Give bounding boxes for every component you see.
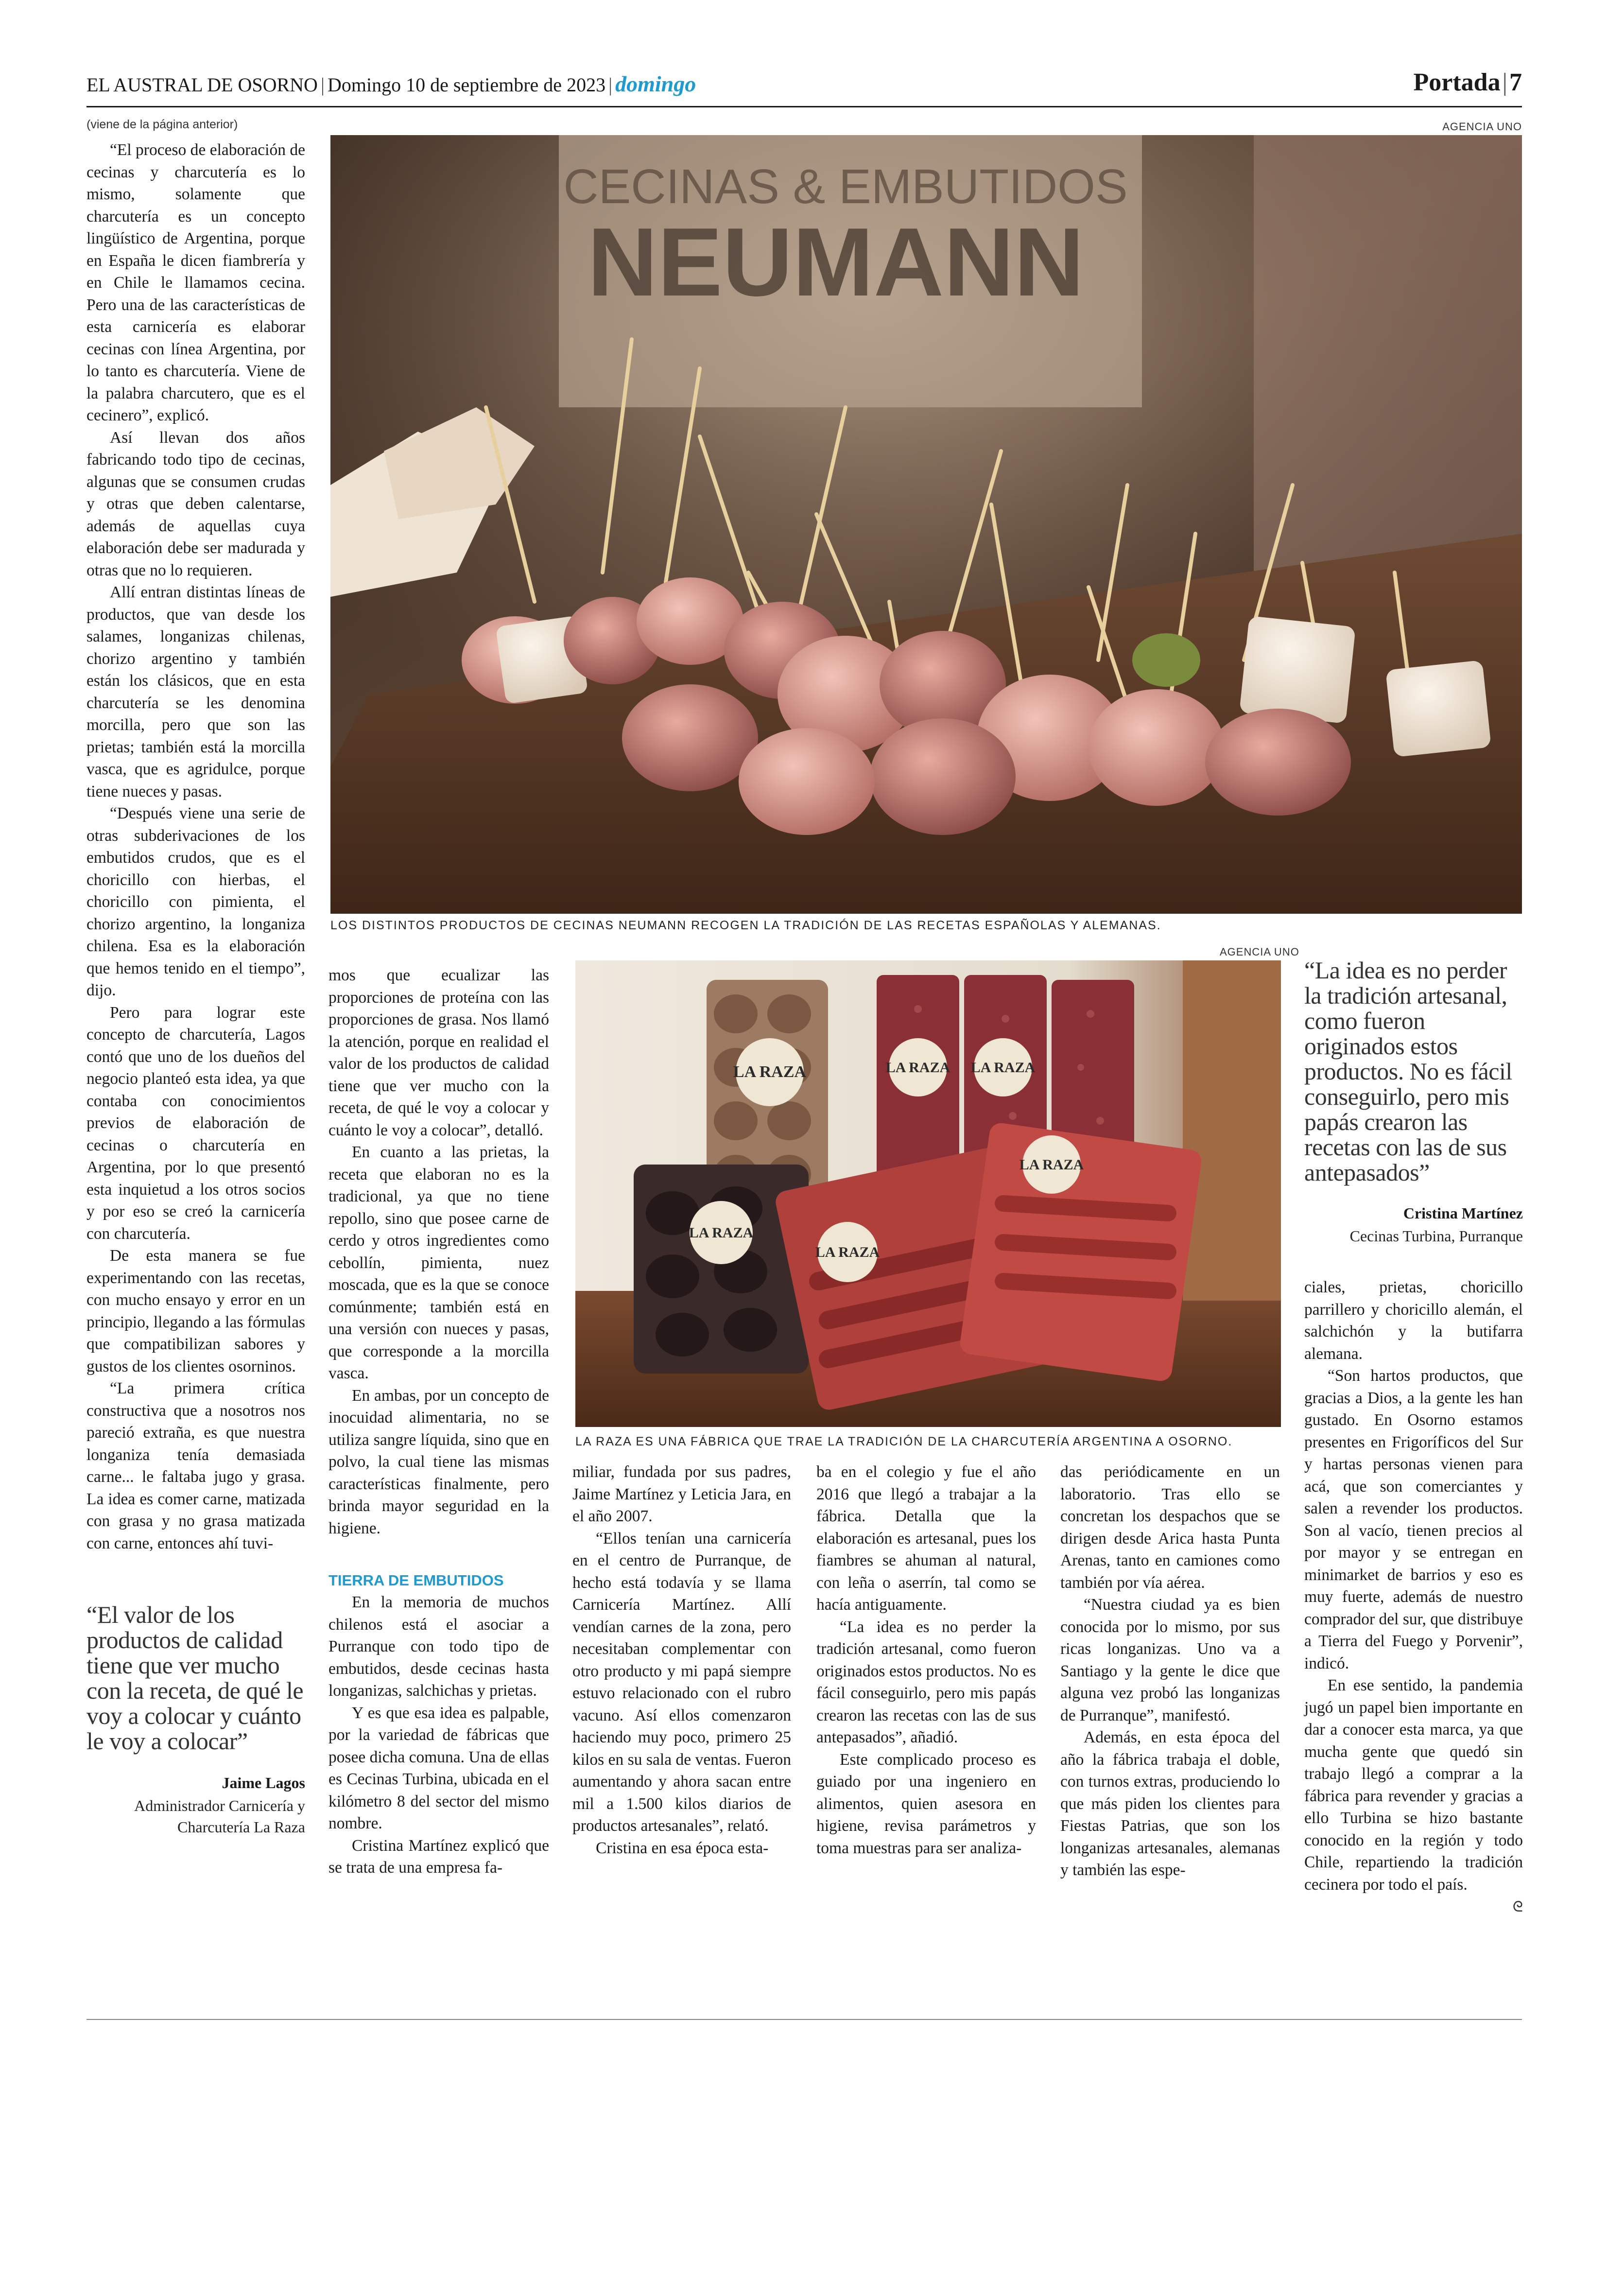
paragraph: ciales, prietas, choricillo parrillero y choricillo alemán, el salchichón y la butifarra alemana. [1304,1278,1523,1363]
package-label-2: LA RAZA [885,1060,950,1076]
paragraph: Allí entran distintas líneas de productos, que van desde los salames, longanizas chilenas, chorizo argentino y también están los clásicos, que en esta charcutería se les denomina morcilla, pero que son las prietas; también está la morcilla vasca, que es agridulce, porque tiene nueces y pasas. [86,583,305,800]
photo-charcuterie-platter [330,135,1522,914]
paragraph: Cristina en esa época esta- [596,1839,769,1857]
pull-quote-author: Cristina Martínez [1403,1204,1523,1222]
paragraph: En ambas, por un concepto de inocuidad alimentaria, no se utiliza sangre líquida, sino que en polvo, la cual tiene las mismas características finalmente, pero brinda mayor seguridad en la higiene. [328,1386,549,1537]
paragraph: “El proceso de elaboración de cecinas y charcutería es lo mismo, solamente que charcutería es un concepto lingüístico de Argentina, porque en España le dicen fiambrería y en Chile le llamamos cecina. Pero una de las características de esta carnicería es elaborar cecinas con línea Argentina, por lo tanto es charcutería. Viene de la palabra charcutero, que es el cecinero”, explicó. [86,141,305,424]
paragraph: Pero para lograr este concepto de charcutería, Lagos contó que uno de los dueños del negocio planteó esta idea, ya que contaba con conocimientos previos de elaboración de cecinas o charcutería en Argentina, por lo que presentó esta inquietud a los otros socios y por eso se creó la carnicería con charcutería. [86,1003,305,1243]
end-of-article-icon: ᘓ [1512,1898,1523,1915]
pull-quote-jaime-lagos [86,1602,305,1838]
package-label-1: LA RAZA [733,1063,807,1081]
paragraph: “Son hartos productos, que gracias a Dios, a la gente les han gustado. En Osorno estamos presentes en Frigoríficos del Sur y hartas personas vienen para acá, que son comerciantes y salen a revender los productos. Son al vacío, tienen precios al por mayor y se entregan en minimarket de barrios y eso es muy fuerte, además de nuestro comprador del sur, que distribuye a Tierra del Fuego y Porvenir”, indicó. [1304,1367,1523,1672]
pull-quote-cristina-martinez [1304,957,1523,1247]
paragraph: das periódicamente en un laboratorio. Tras ello se concretan los despachos que se dirigen desde Arica hasta Punta Arenas, tanto en camiones como también por vía aérea. [1060,1463,1280,1592]
paragraph: De esta manera se fue experimentando con las recetas, con mucho ensayo y error en un principio, llegando a las fórmulas que compatibilizan sabores y gustos de los clientes osorninos. [86,1247,305,1375]
paragraph: mos que ecualizar las proporciones de proteína con las proporciones de grasa. Nos llamó la atención, porque en realidad el valor de los productos de calidad tiene que ver mucho con la receta, de qué le voy a colocar y cuánto le voy a colocar”, detalló. [328,966,549,1139]
paragraph: Este complicado proceso es guiado por una ingeniero en alimentos, quien asesora en higiene, revisa parámetros y toma muestras para ser analiza- [816,1750,1036,1857]
sign-line2: NEUMANN [587,208,1085,316]
paragraph: Cristina Martínez explicó que se trata de una empresa fa- [328,1836,549,1877]
page-header-right: Portada|7 [1413,69,1522,96]
paragraph: miliar, fundada por sus padres, Jaime Martínez y Leticia Jara, en el año 2007. [572,1463,791,1525]
header-section: domingo [615,71,696,96]
article-column-6 [1304,1276,1523,1918]
photo2-credit: AGENCIA UNO [1220,946,1299,958]
package-label-4: LA RAZA [689,1225,754,1241]
continued-note: (viene de la página anterior) [86,118,238,131]
footer-rule [86,2019,1522,2020]
photo2-caption: LA RAZA ES UNA FÁBRICA QUE TRAE LA TRADICIÓN DE LA CHARCUTERÍA ARGENTINA A OSORNO. [575,1435,1233,1448]
pull-quote-role: Administrador Carnicería y Charcutería La Raza [134,1797,305,1836]
paragraph: “La idea es no perder la tradición artesanal, como fueron originados estos productos. No es fácil conseguirlo, pero mis papás crearon las recetas con las de sus antepasados”, añadió. [816,1618,1036,1746]
pull-quote-text: “El valor de los productos de calidad tiene que ver mucho con la receta, de qué le voy a colocar y cuánto le voy a colocar” [86,1601,304,1755]
page-header-left: EL AUSTRAL DE OSORNO | Domingo 10 de septiembre de 2023 | domingo [86,71,696,96]
pull-quote-text: “La idea es no perder la tradición artesanal, como fueron originados estos productos. No es fácil conseguirlo, pero mis papás crearon las recetas con las de sus antepasados” [1304,957,1512,1186]
paragraph: Así llevan dos años fabricando todo tipo de cecinas, algunas que se consumen crudas y otras que deben calentarse, además de aquellas cuya elaboración debe ser madurada y otras que no lo requieren. [86,428,305,579]
paragraph: Y es que esa idea es palpable, por la variedad de fábricas que posee dicha comuna. Una de ellas es Cecinas Turbina, ubicada en el kilómetro 8 del sector del mismo nombre. [328,1704,549,1832]
article-column-2 [328,964,549,1879]
paragraph: Además, en esta época del año la fábrica trabaja el doble, con turnos extras, produciendo lo que más piden los clientes para Fiestas Patrias, que son los longanizas artesanales, alemanas y también las espe- [1060,1728,1280,1879]
photo1-credit: AGENCIA UNO [1442,121,1522,133]
paragraph: ba en el colegio y fue el año 2016 que llegó a trabajar a la fábrica. Detalla que la elaboración es artesanal, pues los fiambres se ahuman al natural, con leña o aserrín, tal como se hacía antiguamente. [816,1463,1036,1614]
photo-la-raza-products [575,960,1281,1427]
paragraph: “Después viene una serie de otras subderivaciones de los embutidos crudos, que es el choricillo con hierbas, el choricillo con pimienta, el chorizo argentino, la longaniza chilena. Esa es la elaboración que hemos tenido en el tiempo”, dijo. [86,804,305,999]
paragraph: En cuanto a las prietas, la receta que elaboran no es la tradicional, ya que no tiene repollo, sino que posee carne de cerdo y otros ingredientes como cebollín, pimienta, nuez moscada, que es la que se conoce comúnmente; también está en una versión con nueces y pasas, que corresponde a la morcilla vasca. [328,1143,549,1382]
article-column-3 [572,1461,791,1859]
article-column-5 [1060,1461,1280,1881]
photo1-caption: LOS DISTINTOS PRODUCTOS DE CECINAS NEUMANN RECOGEN LA TRADICIÓN DE LAS RECETAS ESPAÑOLAS Y ALEMANAS. [330,919,1161,932]
newspaper-name: EL AUSTRAL DE OSORNO [86,74,318,96]
paragraph: “La primera crítica constructiva que a nosotros nos pareció extraña, es que nuestra longaniza tenía demasiada carne... le faltaba jugo y grasa. La idea es comer carne, matizada con grasa y no grasa matizada con carne, entonces ahí tuvi- [86,1379,305,1552]
header-date: Domingo 10 de septiembre de 2023 [327,74,606,96]
paragraph: “Ellos tenían una carnicería en el centro de Purranque, de hecho está todavía y se llama Carnicería Martínez. Allí vendían carnes de la zona, pero necesitaban complementar con otro producto y mi papá siempre estuvo relacionado con el rubro vacuno. Así ellos comenzaron haciendo muy poco, primero 25 kilos en su sala de ventas. Fueron aumentando y ahora sacan entre mil a 1.500 kilos diarios de productos artesanales”, relató. [572,1529,791,1835]
package-label-3: LA RAZA [970,1060,1036,1076]
paragraph: “Nuestra ciudad ya es bien conocida por lo mismo, por sus ricas longanizas. Uno va a Santiago y la gente le dice que alguna vez probó las longanizas de Purranque”, manifestó. [1060,1596,1280,1724]
package-label-5: LA RAZA [815,1244,880,1260]
sign-line1: CECINAS & EMBUTIDOS [563,159,1128,214]
paragraph: En ese sentido, la pandemia jugó un papel bien importante en dar a conocer esta marca, ya que mucha gente que quedó sin trabajo llegó a comprar a la fábrica para revender y gracias a ello Turbina se hizo bastante conocido en la región y todo Chile, repartiendo la tradición cecinera por todo el país. [1304,1676,1523,1894]
page-section-label: Portada [1413,69,1501,96]
page-number: 7 [1509,69,1522,96]
article-column-4 [816,1461,1036,1859]
package-label-6: LA RAZA [1019,1157,1084,1173]
header-rule [86,106,1522,107]
pull-quote-author: Jaime Lagos [222,1774,305,1792]
pull-quote-role: Cecinas Turbina, Purranque [1349,1227,1523,1245]
paragraph: En la memoria de muchos chilenos está el asociar a Purranque con todo tipo de embutidos, desde cecinas hasta longanizas, salchichas y prietas. [328,1593,549,1700]
article-column-1 [86,139,305,1554]
subheading: TIERRA DE EMBUTIDOS [328,1572,504,1589]
